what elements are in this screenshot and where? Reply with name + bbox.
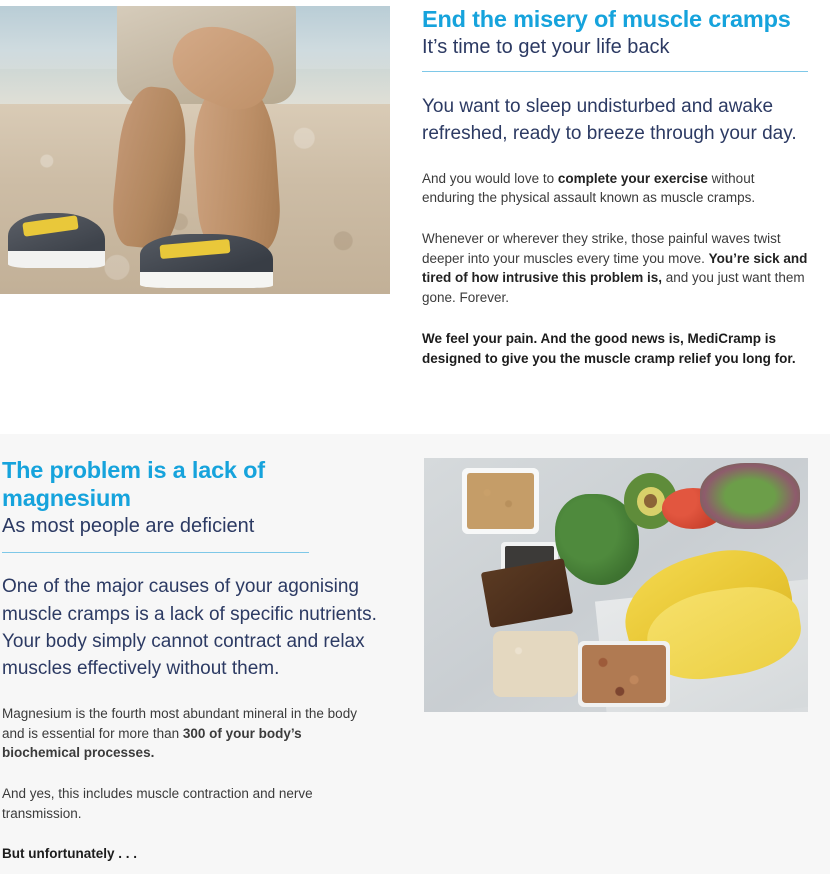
food-photo-oats [493, 631, 577, 697]
section-two-paragraph-3: And yes, this includes muscle contraction and nerve transmission. [2, 785, 313, 821]
paragraph-3-text-before: Whenever or wherever they strike, those painful waves twist deeper into your muscles every time you move. [422, 231, 781, 266]
paragraph-2-text-before: And you would love to [422, 170, 558, 186]
section-one-lede: You want to sleep undisturbed and awake refreshed, ready to breeze through your day. [422, 95, 797, 144]
food-photo-salad-leaves [700, 463, 800, 529]
section-magnesium [0, 434, 830, 874]
section-one-subhead: It’s time to get your life back [422, 35, 670, 58]
section-two-divider [2, 552, 309, 553]
section-two-headline: The problem is a lack of magnesium [2, 457, 265, 512]
section-one-paragraph-3 [422, 229, 808, 308]
section-one-headline: End the misery of muscle cramps [422, 6, 791, 32]
section-muscle-cramps [0, 0, 830, 434]
food-photo-beans-bowl [578, 641, 670, 707]
section-one-paragraph-4: We feel your pain. And the good news is, MediCramp is designed to give you the muscle cramp relief you long for. [422, 330, 796, 366]
paragraph-2-text-after: without enduring the physical assault known as muscle cramps. [422, 170, 756, 206]
magnesium-rich-foods-image [424, 458, 808, 712]
section-two-paragraph-2-before: Magnesium is the fourth most abundant mineral in the body and is essential for more than [2, 705, 357, 741]
section-one-text-column [422, 6, 808, 368]
paragraph-3-text-after: and you just want them gone. Forever. [422, 270, 805, 306]
section-one-divider [422, 71, 808, 72]
paragraph-2-bold: complete your exercise [557, 170, 708, 186]
section-one-paragraph-2 [422, 169, 808, 208]
food-photo-grain-bowl [462, 468, 539, 534]
section-two-lede: One of the major causes of your agonising muscle cramps is a lack of specific nutrients. Your body simply cannot contract and relax muscles effectively without them. [2, 576, 377, 680]
runner-calf-cramp-image [0, 6, 390, 294]
section-two-paragraph-2 [2, 704, 374, 763]
section-two-text-column [2, 456, 390, 864]
section-two-subhead: As most people are deficient [2, 515, 255, 538]
section-two-paragraph-4: But unfortunately . . . [2, 846, 137, 862]
paragraph-3-bold: You’re sick and tired of how intrusive this problem is, [422, 250, 808, 286]
section-two-paragraph-2-bold: 300 of your body’s biochemical processes. [2, 725, 302, 761]
